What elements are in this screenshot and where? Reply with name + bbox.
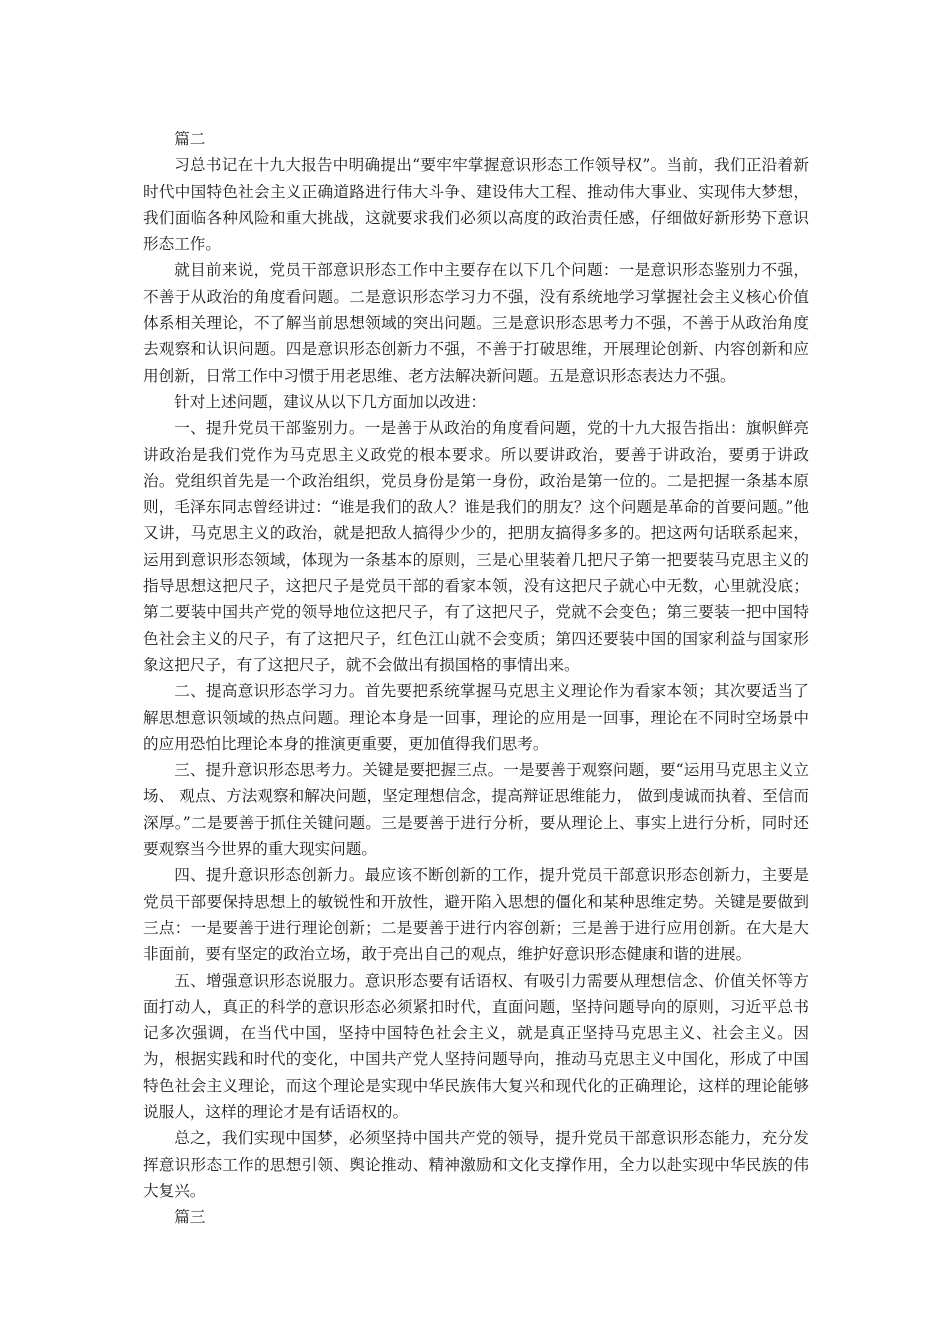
document-page [143,126,809,1230]
paragraph-problems: 就目前来说，党员干部意识形态工作中主要存在以下几个问题：一是意识形态鉴别力不强，不善于从政治的角度看问题。二是意识形态学习力不强，没有系统地学习掌握社会主义核心价值体系相关理论，不了解当前思想领域的突出问题。三是意识形态思考力不强，不善于从政治角度去观察和认识问题。四是意识形态创新力不强，不善于打破思维，开展理论创新、内容创新和应用创新，日常工作中习惯于用老思维、老方法解决新问题。五是意识形态表达力不强。 [143,261,809,385]
paragraph-conclusion: 总之，我们实现中国梦，必须坚持中国共产党的领导，提升党员干部意识形态能力，充分发挥意识形态工作的思想引领、舆论推动、精神激励和文化支撑作用，全力以赴实现中华民族的伟大复兴。 [143,1129,809,1200]
paragraph-point-three: 三、提升意识形态思考力。关键是要把握三点。一是要善于观察问题，要“运用马克思主义立场、 观点、方法观察和解决问题，坚定理想信念，提高辩证思维能力， 做到虔诚而执着、至信而深厚。”二是要善于抓住关键问题。三是要善于进行分析，要从理论上、事实上进行分析，同时还要观察当今世界的重大现实问题。 [143,761,809,859]
paragraph-suggestions-intro: 针对上述问题，建议从以下几方面加以改进： [174,392,487,411]
paragraph-point-four: 四、提升意识形态创新力。最应该不断创新的工作，提升党员干部意识形态创新力，主要是党员干部要保持思想上的敏锐性和开放性，避开陷入思想的僵化和某种思维定势。关键是要做到三点：一是要善于进行理论创新；二是要善于进行内容创新；三是善于进行应用创新。在大是大非面前，要有坚定的政治立场，敢于亮出自己的观点，维护好意识形态健康和谐的进展。 [143,866,809,964]
section-heading-part-two: 篇二 [174,130,206,148]
paragraph-intro: 习总书记在十九大报告中明确提出“要牢牢掌握意识形态工作领导权”。当前，我们正沿着新时代中国特色社会主义正确道路进行伟大斗争、建设伟大工程、推动伟大事业、实现伟大梦想，我们面临各种风险和重大挑战，这就要求我们必须以高度的政治责任感，仔细做好新形势下意识形态工作。 [143,156,809,254]
paragraph-point-two: 二、提高意识形态学习力。首先要把系统掌握马克思主义理论作为看家本领；其次要适当了解思想意识领域的热点问题。理论本身是一回事，理论的应用是一回事，理论在不同时空场景中的应用恐怕比理论本身的推演更重要，更加值得我们思考。 [143,682,809,753]
paragraph-point-one: 一、提升党员干部鉴别力。一是善于从政治的角度看问题，党的十九大报告指出：旗帜鲜亮讲政治是我们党作为马克思主义政党的根本要求。所以要讲政治，要善于讲政治，要勇于讲政治。党组织首先是一个政治组织，党员身份是第一身份，政治是第一位的。二是把握一条基本原则，毛泽东同志曾经讲过：“谁是我们的敌人？谁是我们的朋友？这个问题是革命的首要问题。”他又讲，马克思主义的政治，就是把敌人搞得少少的，把朋友搞得多多的。把这两句话联系起来，运用到意识形态领域，体现为一条基本的原则，三是心里装着几把尺子第一把要装马克思主义的指导思想这把尺子，这把尺子是党员干部的看家本领，没有这把尺子就心中无数，心里就没底；第二要装中国共产党的领导地位这把尺子，有了这把尺子，党就不会变色；第三要装一把中国特色社会主义的尺子，有了这把尺子，红色江山就不会变质；第四还要装中国的国家利益与国家形象这把尺子，有了这把尺子，就不会做出有损国格的事情出来。 [143,419,809,674]
section-heading-part-three: 篇三 [174,1208,206,1227]
paragraph-point-five: 五、增强意识形态说服力。意识形态要有话语权、有吸引力需要从理想信念、价值关怀等方面打动人，真正的科学的意识形态必须紧扣时代，直面问题，坚持问题导向的原则，习近平总书记多次强调，在当代中国，坚持中国特色社会主义，就是真正坚持马克思主义、社会主义。因为，根据实践和时代的变化，中国共产党人坚持问题导向，推动马克思主义中国化，形成了中国特色社会主义理论，而这个理论是实现中华民族伟大复兴和现代化的正确理论，这样的理论能够说服人，这样的理论才是有话语权的。 [143,971,809,1121]
